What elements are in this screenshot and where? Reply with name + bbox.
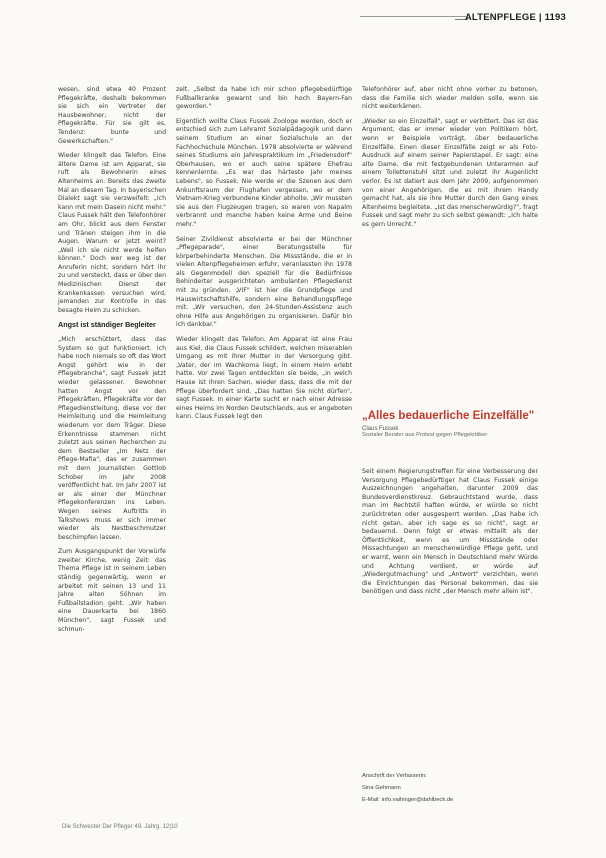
contact-label: Anschrift der Verfasserin:	[362, 773, 427, 779]
header-title: ALTENPFLEGE | 1193	[464, 12, 566, 23]
paragraph: „Wieder so ein Einzelfall", sagt er verbittert. Das ist das Argument, das er immer wieder von Politikern hört, wenn er Beispiele vorträgt, über bedauerliche Einzelfälle. Einen dieser Einzelfälle zeigt er als Foto-Ausdruck auf einem seiner Papierstapel. Er sagt: eine alte Dame, die mit festgebundenen Unterarmen auf einem Toilettenstuhl sitzt und zuletzt ihr Augenlicht verlor. Es ist datiert aus dem Jahr 2009, aufgenommen von einer Angehörigen, die es mit ihrem Handy gemacht hat, als sie ihre Mutter durch den Gang eines Altenheims begleitete. „Ist das menschenwürdig?", fragt Fussek und sagt mehr zu sich selbst gewandt: „Ich halte es gern Unrecht."	[362, 117, 538, 228]
paragraph: zelt. „Selbst da habe ich mir schon pflegebedürftige Fußballkranke gewarnt und bin hoch Bayern-Fan geworden."	[176, 86, 352, 111]
column-3	[362, 86, 538, 236]
paragraph: wesen, sind etwa 40 Prozent Pflegekräfte, deshalb bekommen sie sich ein Vertreter der Hausbewohner, nicht der Pflegekräfte. Für sie gilt es, Tendenz: bunte und Gewerkschaften."	[58, 86, 166, 145]
page-footer: Die Schwester Der Pfleger 49. Jahrg. 12|10	[62, 824, 178, 830]
paragraph: Seiner Zivildienst absolvierte er bei der Münchner „Pflegeparade", einer Beratungsstelle für körperbehinderte Menschen. Die Missstände, die er in vielen Altenpflegeheimen erfuhr, veranlassten ihn 1978 als Gegenmodell den speziell für die Bedürfnisse Behinderter ausgerichteten ambulanten Pflegedienst mit zu gründen. „VIF" ist hier die Grundpflege und Hauswirtschaftshilfe, sondern eine Behandlungspflege mit. „Wir versuchen, den 24-Stunden-Assistenz auch ohne Hilfe aus Angehörigen zu organisieren. Dafür bin ich dankbar."	[176, 235, 352, 329]
paragraph: Wieder klingelt das Telefon. Am Apparat ist eine Frau aus Kiel, die Claus Fussek schildert, welchen miserablen Umgang es mit ihrer Mutter in der Versorgung gibt. „Vater, der im Wachkoma liegt, in einem Heim erlebt hatte. Vor zwei Tagen entdeckten sie beide, „in welch Hause ist Ihren Sachen, wieder dass, dass die mit der Pflege überfordert sind. „Das hatten Sie nicht dürfen", sagt Fussek. In einer Karte sucht er nach einer Adresse eines Heims im Norden Deutschlands, aus er angeboten kann. Claus Fussek legt den	[176, 336, 352, 421]
column-1	[58, 86, 166, 640]
pull-quote-title: „Alles bedauerliche Einzelfälle"	[362, 410, 535, 422]
author-contact	[362, 772, 538, 808]
paragraph: Seit einem Regierungstreffen für eine Verbesserung der Versorgung Pflegebedürftiger hat Claus Fussek einige Auszeichnungen angehalten, darunter 2009 das Bundesverdienstkreuz. Gebrauchtstand wurde, dass man im Rechtstil haften würde, er würde so nicht zurücktreten oder ausgesperrt werden. „Das habe ich nicht getan, aber ich sage es so nicht", sagt er bedauernd. Denn folgt er etwas mitteilt als der Öffentlichkeit, wenn es um Missstände oder Missachtungen an menschenwürdige Pflege geht, und er warnt, wenn ein Mensch in Deutschland mehr Würde und Achtung verdient, er würde auf „Wiedergutmachung" und „Antwort" verzichten, wenn die Einrichtungen das Personal bekommen, das sie benötigen und dass nicht „der Mensch mehr allein ist".	[362, 468, 538, 596]
contact-email: E-Mail: info.vaihinger@dahlbeck.de	[362, 797, 454, 803]
paragraph: Wieder klingelt das Telefon. Eine ältere Dame ist am Apparat, sie ruft als Bewohnerin eines Altenheims an. Bereits das zweite Mal an diesem Tag. In bayerischen Dialekt sagt sie verzweifelt: „Ich kann mit mein Dasein nicht mehr." Claus Fussek hält den Telefonhörer am Ohr, blickt aus dem Fenster und Tränen steigen ihm in die Augen. Warum er jetzt weint? „Weil ich sie nicht werde helfen können." Doch wer weg ist der Anruferin nicht, sondern hört ihr zu und versteckt, dass er über den Medizinischen Dienst der Krankenkassen versuchen wird, jemanden zur Kontrolle in das besagte Heim zu schicken.	[58, 152, 166, 314]
pull-quote	[362, 410, 542, 603]
paragraph: Telefonhörer auf, aber nicht ohne vorher zu betonen, dass die Familie sich wieder melden solle, wenn sie nicht weiterkämen.	[362, 86, 538, 111]
pull-quote-role: Sozialer Berater aus Protest gegen Pflegekritiker	[362, 432, 488, 438]
paragraph: Zum Ausgangspunkt der Vorwürfe zweiter Kirche, wenig Zeit: das Thema Pflege ist in seinem Leben ständig gegenwärtig, wenn er arbeitet mit seinen 13 und 11 Jahre alten Söhnen im Fußballstadion geht. „Wir haben eine Dauerkarte bei 1860 München", sagt Fussek und schmun-	[58, 548, 166, 633]
paragraph: Eigentlich wollte Claus Fussek Zoologe werden, doch er entschied sich zum Lehramt Sozialpädagogik und dann seinem Studium an einer Sozialschule an der Fachhochschule München. 1978 absolvierte er während seines Studiums ein Jahrespraktikum im „Friedensdorf" Oberhausen, wo er auch seine spätere Ehefrau kennenlernte. „Es war das härteste Jahr meines Lebens", so Fussek. Nie werde er die Szenen aus dem Ankunftsraum der Flughafen vergessen, wo er dem Vietnam-Krieg verbundene Kinder abholte. „Wir mussten sie aus den Flugzeugen tragen, so waren von Napalm verbrannt und manche haben keine Arme und Beine mehr."	[176, 117, 352, 228]
header-rule-secondary	[360, 16, 466, 17]
paragraph: „Mich erschüttert, dass das System so gut funktioniert. Ich habe noch niemals so oft das Wort Angst gehört wie in der Pflegebranche", sagt Fussek jetzt wieder gelassener. Bewohner hatten Angst vor den Pflegekräften, Pflegekräfte vor der Pflegedienstleitung, diese vor der Heimleitung und die Heimleitung wiederum vor dem Träger. Diese Erkenntnisse stammen nicht zuletzt aus seinen Recherchen zu dem Bestseller „Im Netz der Pflege-Mafia", das er zusammen mit dem Journalisten Gottlob Schober im Jahr 2008 veröffentlicht hat. Im Jahr 2007 ist er als einer der Münchner Pflegekonferenzen ins Leben. Wegen seines Auftritts in Talkshows muss er sich immer wieder als Nestbeschmutzer beschimpfen lassen.	[58, 336, 166, 541]
page-header	[0, 12, 606, 26]
column-3-bottom	[362, 468, 538, 597]
pull-quote-author: Claus Fussek	[362, 426, 399, 432]
column-2	[176, 86, 352, 428]
contact-name: Sina Gehmann	[362, 785, 401, 791]
subheading: Angst ist ständiger Begleiter	[58, 320, 156, 330]
